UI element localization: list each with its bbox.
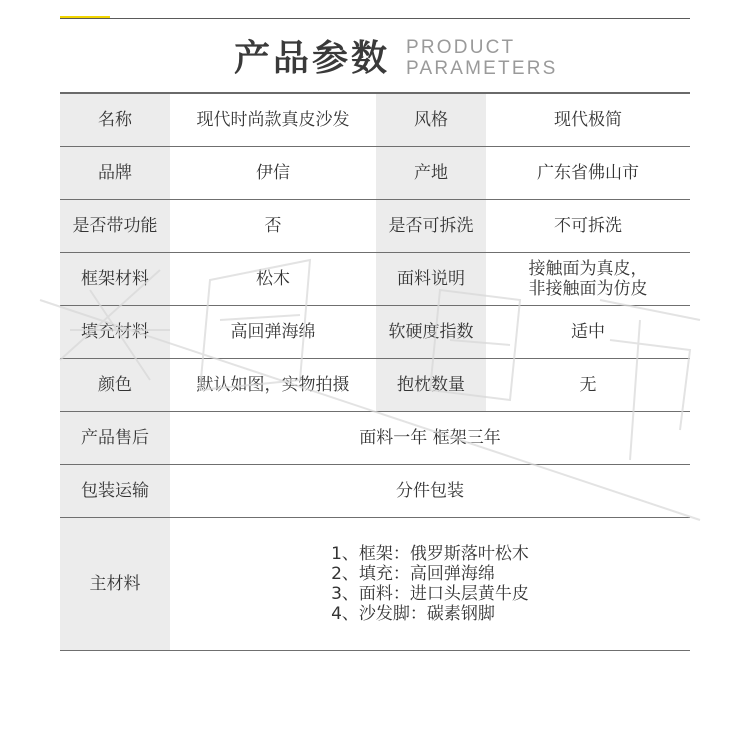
- label-cell: 软硬度指数: [376, 306, 486, 358]
- label-cell: 主材料: [60, 518, 170, 650]
- parameters-table: [60, 94, 690, 651]
- section-title: [0, 35, 750, 85]
- value-cell: 默认如图，实物拍摄: [170, 359, 376, 411]
- value-cell: 高回弹海绵: [170, 306, 376, 358]
- material-list: [331, 544, 529, 624]
- label-cell: 产品售后: [60, 412, 170, 464]
- label-cell: 抱枕数量: [376, 359, 486, 411]
- value-cell: 现代极简: [486, 94, 690, 146]
- list-item: 4、沙发脚：碳素钢脚: [331, 604, 495, 624]
- list-item: 3、面料：进口头层黄牛皮: [331, 584, 529, 604]
- label-cell: 品牌: [60, 147, 170, 199]
- label-cell: 名称: [60, 94, 170, 146]
- value-cell: 分件包装: [170, 465, 690, 517]
- value-cell: 面料一年 框架三年: [170, 412, 690, 464]
- label-cell: 产地: [376, 147, 486, 199]
- header-divider: [60, 18, 690, 19]
- table-row: [60, 518, 690, 651]
- label-cell: 面料说明: [376, 253, 486, 305]
- table-row: [60, 147, 690, 200]
- value-cell: [486, 253, 690, 305]
- value-line: 接触面为真皮，: [528, 259, 648, 279]
- table-row: [60, 465, 690, 518]
- list-item: 2、填充：高回弹海绵: [331, 564, 495, 584]
- value-line: 非接触面为仿皮: [528, 279, 648, 299]
- label-cell: 填充材料: [60, 306, 170, 358]
- value-cell: 无: [486, 359, 690, 411]
- value-cell: 伊信: [170, 147, 376, 199]
- list-item: 1、框架：俄罗斯落叶松木: [331, 544, 529, 564]
- label-cell: 风格: [376, 94, 486, 146]
- label-cell: 包装运输: [60, 465, 170, 517]
- title-english-line2: PARAMETERS: [406, 58, 558, 79]
- value-cell: 现代时尚款真皮沙发: [170, 94, 376, 146]
- table-row: [60, 306, 690, 359]
- label-cell: 是否带功能: [60, 200, 170, 252]
- value-cell: 广东省佛山市: [486, 147, 690, 199]
- title-chinese: 产品参数: [234, 38, 391, 79]
- label-cell: 框架材料: [60, 253, 170, 305]
- value-cell: 松木: [170, 253, 376, 305]
- value-cell: 否: [170, 200, 376, 252]
- value-cell: 适中: [486, 306, 690, 358]
- table-row: [60, 359, 690, 412]
- label-cell: 颜色: [60, 359, 170, 411]
- title-english: [406, 37, 558, 79]
- table-row: [60, 412, 690, 465]
- title-english-line1: PRODUCT: [406, 37, 516, 58]
- table-row: [60, 253, 690, 306]
- table-row: [60, 200, 690, 253]
- label-cell: 是否可拆洗: [376, 200, 486, 252]
- value-cell: [170, 518, 690, 650]
- value-cell: 不可拆洗: [486, 200, 690, 252]
- table-row: [60, 94, 690, 147]
